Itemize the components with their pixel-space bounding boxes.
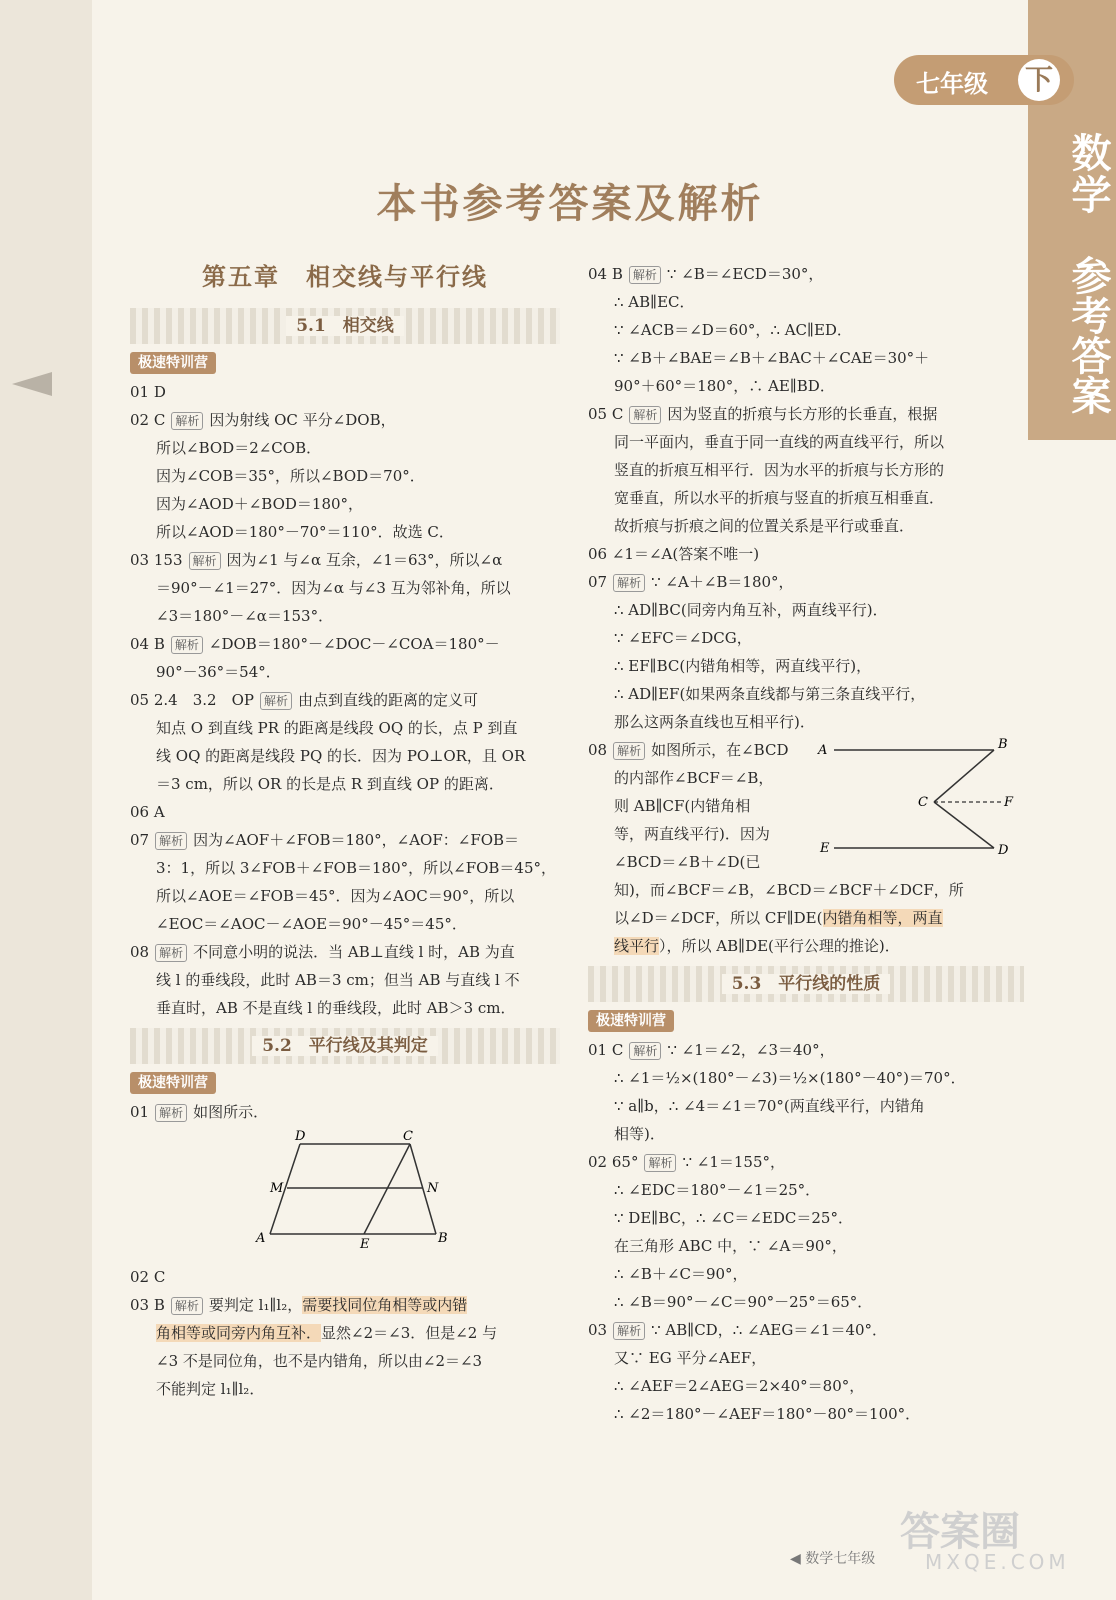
grade-label: 七年级 <box>916 69 988 98</box>
answer-r06: 06 ∠1＝∠A(答案不唯一) <box>588 545 760 563</box>
grade-badge <box>894 55 1074 105</box>
analysis-badge: 解析 <box>629 1042 661 1060</box>
subject-label: 数学 <box>1065 132 1112 216</box>
training-tag: 极速特训营 <box>588 1010 674 1032</box>
label-F: F <box>1004 795 1014 810</box>
label-A: A <box>818 743 828 758</box>
analysis-badge: 解析 <box>189 552 221 570</box>
answer-08: 08 解析 不同意小明的说法．当 AB⊥直线 l 时，AB 为直 线 l 的垂线段，此时 AB＝3 cm；但当 AB 与直线 l 不 垂直时，AB 不是直线 l 的垂线段，此时 AB＞3 cm． <box>130 943 520 1017</box>
label-A: A <box>256 1231 266 1246</box>
training-tag: 极速特训营 <box>130 1072 216 1094</box>
section-5-3: 5.3 平行线的性质 <box>588 966 1024 1002</box>
answer-r08: A B C F E D 08 解析 如图所示，在∠BCD 的内部作∠BCF＝∠B， 则 AB∥CF(内错角相 等，两直线平行)．因为 ∠BCD＝∠B＋∠D(已 知)，而∠BCF＝∠B，∠BCD＝∠BCF＋∠DCF，所 以∠D＝∠DCF，所以 CF∥DE(内错角相等，两直 线平行），所以 AB∥DE(平行公理的推论)． <box>588 737 1014 955</box>
analysis-badge: 解析 <box>171 1297 203 1315</box>
training-tag: 极速特训营 <box>130 352 216 374</box>
label-N: N <box>427 1181 439 1196</box>
analysis-badge: 解析 <box>629 266 661 284</box>
answer-r05: 05 C 解析 因为竖直的折痕与长方形的长垂直，根据 同一平面内，垂直于同一直线的两直线平行，所以 竖直的折痕互相平行．因为水平的折痕与长方形的 宽垂直，所以水平的折痕与竖直的折痕互相垂直． 故折痕与折痕之间的位置关系是平行或垂直． <box>588 405 945 535</box>
answer-r04: 04 B 解析 ∵ ∠B＝∠ECD＝30°， ∴ AB∥EC． ∵ ∠ACB＝∠D＝60°，∴ AC∥ED． ∵ ∠B＋∠BAE＝∠B＋∠BAC＋∠CAE＝30°＋ 90°＋60°＝180°，∴ AE∥BD． <box>588 265 930 395</box>
right-column <box>588 260 1024 1428</box>
answer-5-3-02: 02 65° 解析 ∵ ∠1＝155°， ∴ ∠EDC＝180°－∠1＝25°． ∵ DE∥BC，∴ ∠C＝∠EDC＝25°． 在三角形 ABC 中，∵ ∠A＝90°， ∴ ∠B＋∠C＝90°， ∴ ∠B＝90°－∠C＝90°－25°＝65°． <box>588 1153 873 1311</box>
analysis-badge: 解析 <box>613 1322 645 1340</box>
label-D: D <box>998 843 1009 856</box>
page-footer: ◀ 数学七年级 <box>790 1551 876 1567</box>
analysis-badge: 解析 <box>260 692 292 710</box>
answer-r07: 07 解析 ∵ ∠A＋∠B＝180°， ∴ AD∥BC(同旁内角互补，两直线平行)． ∵ ∠EFC＝∠DCG， ∴ EF∥BC(内错角相等，两直线平行)， ∴ AD∥EF(如果两条直线都与第三条直线平行， 那么这两条直线也互相平行)． <box>588 573 926 731</box>
section-5-2: 5.2 平行线及其判定 <box>130 1028 560 1064</box>
watermark-url: MXQE.COM <box>925 1550 1070 1574</box>
analysis-badge: 解析 <box>155 944 187 962</box>
label-M: M <box>270 1181 284 1196</box>
label-C: C <box>918 795 928 810</box>
left-column <box>130 260 560 1403</box>
label-C: C <box>403 1130 413 1144</box>
answer-5-2-02: 02 C <box>130 1268 166 1286</box>
label-B: B <box>438 1231 448 1246</box>
left-margin <box>0 0 92 1600</box>
section-5-1: 5.1 相交线 <box>130 308 560 344</box>
answer-04: 04 B 解析 ∠DOB＝180°－∠DOC－∠COA＝180°－ 90°－36°＝54°． <box>130 635 500 681</box>
label-E: E <box>820 841 830 856</box>
label-B: B <box>998 737 1008 752</box>
answer-02: 02 C 解析 因为射线 OC 平分∠DOB， 所以∠BOD＝2∠COB． 因为∠COB＝35°，所以∠BOD＝70°． 因为∠AOD＋∠BOD＝180°， 所以∠AOD＝180°－70°＝110°．故选 C． <box>130 411 454 541</box>
analysis-badge: 解析 <box>613 742 645 760</box>
arrow-left-icon: ◀ <box>790 1551 806 1567</box>
chapter-title: 第五章 相交线与平行线 <box>202 262 488 291</box>
label-E: E <box>360 1237 370 1250</box>
trapezoid-figure <box>130 1130 560 1250</box>
answer-5-2-03: 03 B 解析 要判定 l₁∥l₂，需要找同位角相等或内错 角相等或同旁内角互补．显然∠2＝∠3．但是∠2 与 ∠3 不是同位角，也不是内错角，所以由∠2＝∠3 不能判定 l₁∥l₂． <box>130 1296 498 1398</box>
analysis-badge: 解析 <box>171 412 203 430</box>
answer-5-3-01: 01 C 解析 ∵ ∠1＝∠2，∠3＝40°， ∴ ∠1＝½×(180°－∠3)＝½×(180°－40°)＝70°． ∵ a∥b，∴ ∠4＝∠1＝70°(两直线平行，内错角 相等)． <box>588 1041 966 1143</box>
volume-label: 下 <box>1018 59 1060 101</box>
answer-5-3-03: 03 解析 ∵ AB∥CD，∴ ∠AEG＝∠1＝40°． 又∵ EG 平分∠AEF， ∴ ∠AEF＝2∠AEG＝2×40°＝80°， ∴ ∠2＝180°－∠AEF＝180°－80°＝100°． <box>588 1321 921 1423</box>
angle-figure <box>814 736 1014 856</box>
analysis-badge: 解析 <box>644 1154 676 1172</box>
tab-label: 参考答案 <box>1065 255 1112 415</box>
answer-5-2-01: 01 解析 如图所示． D C M N A E B <box>130 1098 560 1263</box>
watermark: 答案圈 <box>900 1509 1020 1555</box>
page-title: 本书参考答案及解析 <box>376 180 764 227</box>
label-D: D <box>295 1130 306 1144</box>
analysis-badge: 解析 <box>171 636 203 654</box>
page-marker-icon <box>12 372 52 396</box>
answer-07: 07 解析 因为∠AOF＋∠FOB＝180°，∠AOF：∠FOB＝ 3：1，所以 3∠FOB＋∠FOB＝180°，所以∠FOB＝45°， 所以∠AOE＝∠FOB＝45°．因为∠AOC＝90°，所以 ∠EOC＝∠AOC－∠AOE＝90°－45°＝45°． <box>130 831 557 933</box>
answer-05: 05 2.4 3.2 OP 解析 由点到直线的距离的定义可 知点 O 到直线 PR 的距离是线段 OQ 的长，点 P 到直 线 OQ 的距离是线段 PQ 的长．因为 PO⊥OR，且 OR ＝3 cm，所以 OR 的长是点 R 到直线 OP 的距离． <box>130 691 526 793</box>
answer-06: 06 A <box>130 803 165 821</box>
analysis-badge: 解析 <box>155 832 187 850</box>
answer-03: 03 153 解析 因为∠1 与∠α 互余，∠1＝63°，所以∠α ＝90°－∠1＝27°．因为∠α 与∠3 互为邻补角，所以 ∠3＝180°－∠α＝153°． <box>130 551 511 625</box>
analysis-badge: 解析 <box>613 574 645 592</box>
answer-01: 01 D <box>130 383 166 401</box>
analysis-badge: 解析 <box>155 1104 187 1122</box>
analysis-badge: 解析 <box>629 406 661 424</box>
